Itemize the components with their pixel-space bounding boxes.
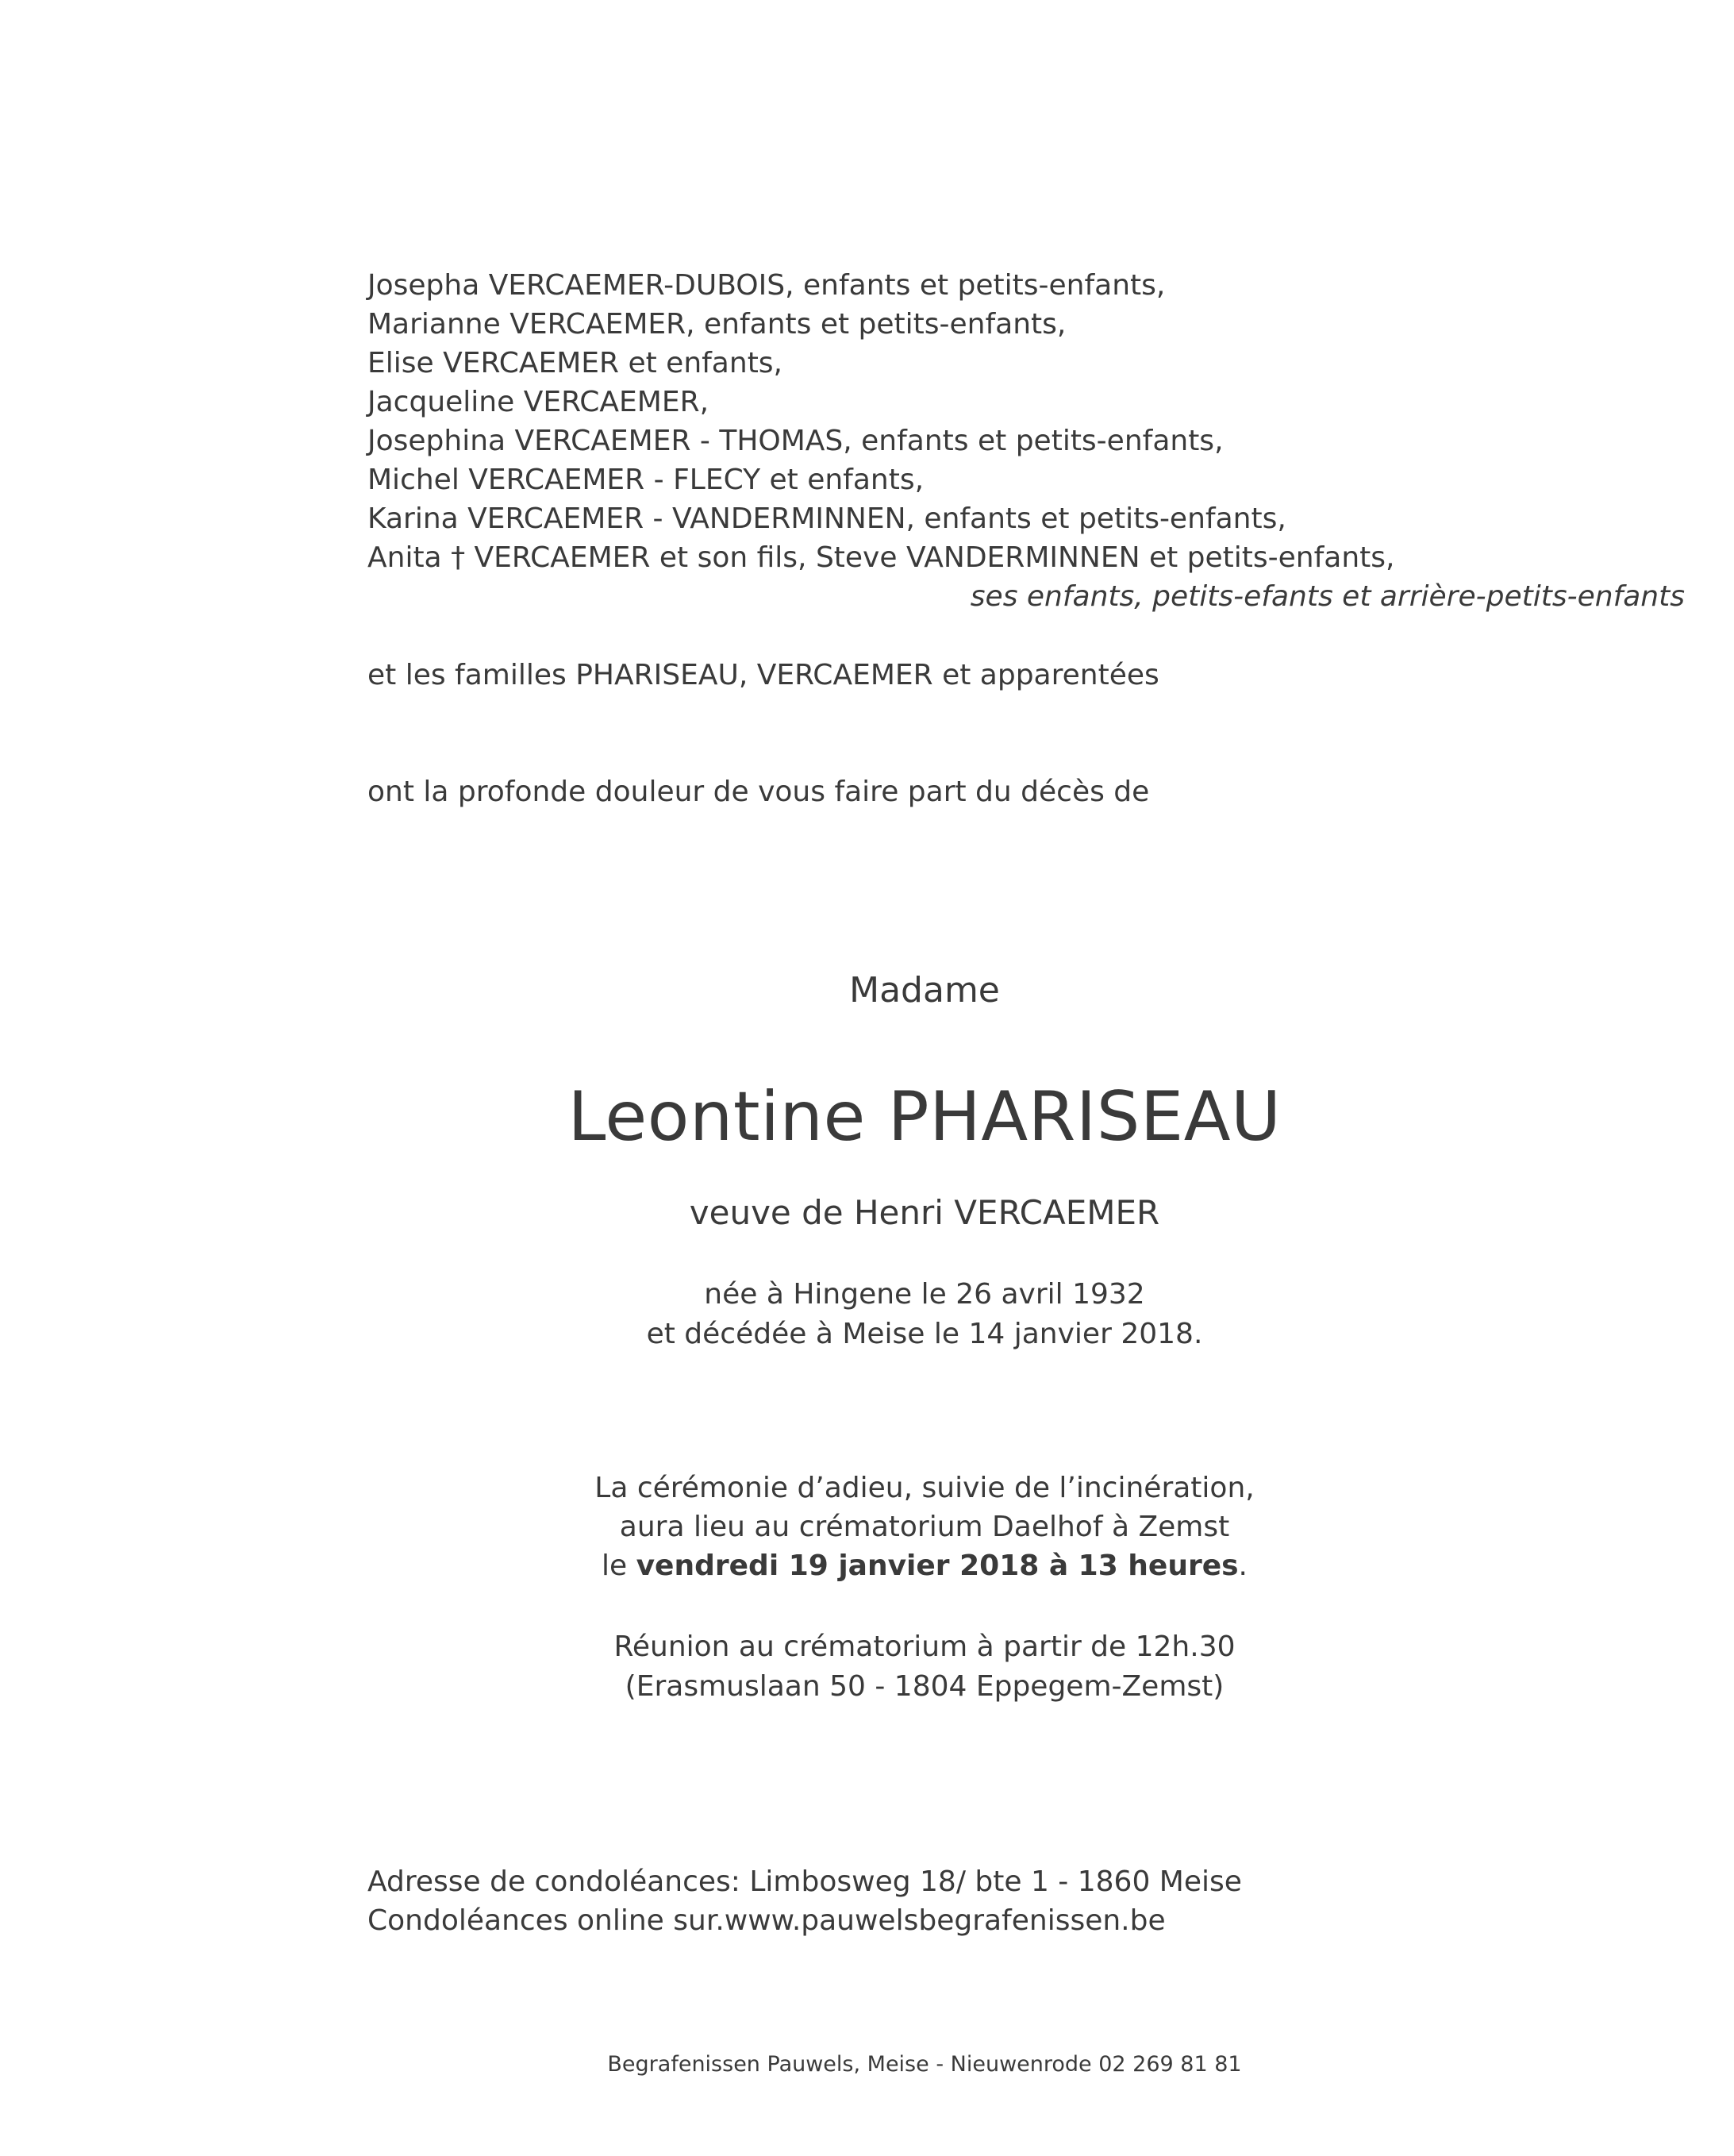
- mourner-line: Marianne VERCAEMER, enfants et petits-enfants,: [367, 308, 1067, 341]
- ceremony-info: [0, 1469, 1734, 1585]
- reunion-line-1: Réunion au crématorium à partir de 12h.30: [613, 1630, 1236, 1663]
- widow-of-line: veuve de Henri VERCAEMER: [689, 1193, 1160, 1232]
- mourners-list: [367, 266, 1685, 616]
- deceased-title: Madame: [849, 970, 1000, 1011]
- reunion-address: (Erasmuslaan 50 - 1804 Eppegem-Zemst): [625, 1670, 1225, 1703]
- mourner-line: Jacqueline VERCAEMER,: [367, 386, 709, 418]
- death-line: et décédée à Meise le 14 janvier 2018.: [646, 1318, 1203, 1350]
- mourner-line: Michel VERCAEMER - FLECY et enfants,: [367, 464, 925, 496]
- ceremony-date-prefix: le: [602, 1550, 636, 1582]
- funeral-home-footer: Begrafenissen Pauwels, Meise - Nieuwenrode 02 269 81 81: [607, 2052, 1242, 2077]
- ceremony-date-suffix: .: [1238, 1550, 1248, 1582]
- mourner-line: Elise VERCAEMER et enfants,: [367, 347, 783, 379]
- reunion-info: [0, 1627, 1734, 1707]
- life-dates: [0, 1275, 1734, 1354]
- mourner-line: Josepha VERCAEMER-DUBOIS, enfants et petits-enfants,: [367, 269, 1166, 302]
- mourners-signature: ses enfants, petits-efants et arrière-petits-enfants: [970, 580, 1685, 613]
- condolences-online: Condoléances online sur.www.pauwelsbegrafenissen.be: [367, 1904, 1166, 1937]
- mourner-line: Josephina VERCAEMER - THOMAS, enfants et petits-enfants,: [367, 425, 1224, 457]
- mourner-line: Karina VERCAEMER - VANDERMINNEN, enfants et petits-enfants,: [367, 502, 1286, 535]
- deceased-name: Leontine PHARISEAU: [567, 1077, 1282, 1157]
- ceremony-line-1: La cérémonie d’adieu, suivie de l’incinération,: [594, 1472, 1255, 1504]
- families-line: et les familles PHARISEAU, VERCAEMER et apparentées: [367, 659, 1159, 691]
- announcement-line: ont la profonde douleur de vous faire part du décès de: [367, 776, 1150, 808]
- condolences-info: [367, 1862, 1242, 1940]
- mourner-line: Anita † VERCAEMER et son fils, Steve VANDERMINNEN et petits-enfants,: [367, 541, 1395, 574]
- birth-line: née à Hingene le 26 avril 1932: [704, 1278, 1145, 1311]
- ceremony-line-3: [0, 1546, 1734, 1585]
- ceremony-date: vendredi 19 janvier 2018 à 13 heures: [636, 1550, 1239, 1582]
- condolences-address: Adresse de condoléances: Limbosweg 18/ bte 1 - 1860 Meise: [367, 1865, 1242, 1898]
- ceremony-line-2: aura lieu au crématorium Daelhof à Zemst: [619, 1511, 1230, 1543]
